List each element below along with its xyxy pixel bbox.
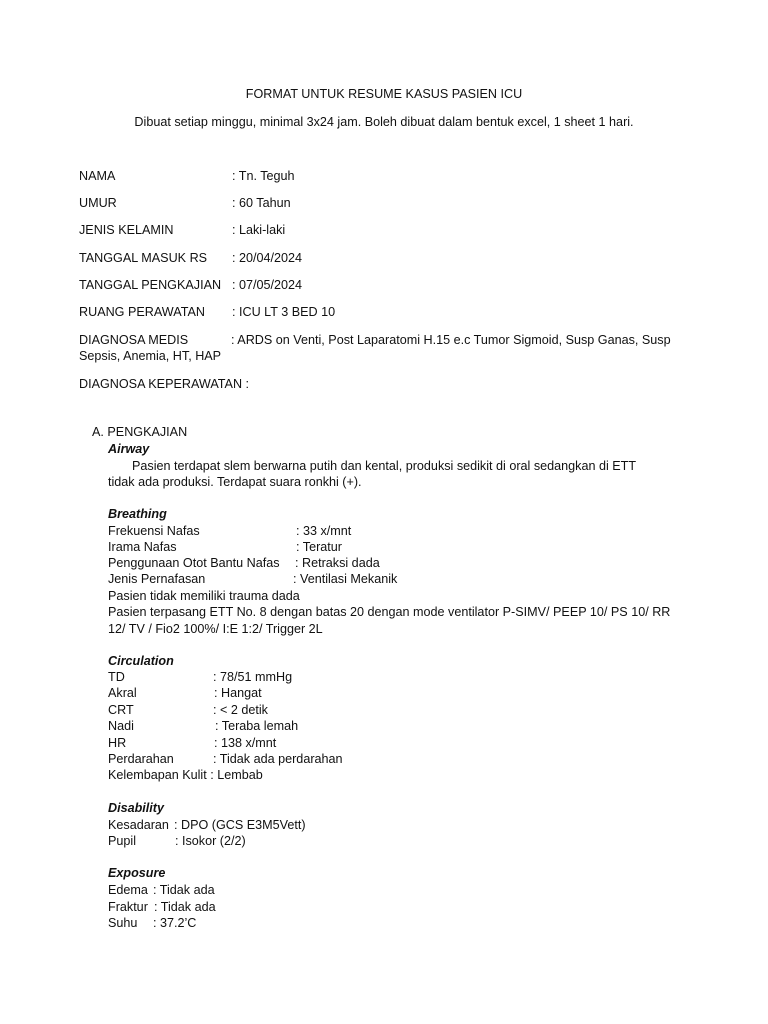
document-title: FORMAT UNTUK RESUME KASUS PASIEN ICU <box>245 87 523 101</box>
edema-value: : Tidak ada <box>153 883 215 897</box>
airway-title: Airway <box>108 442 150 456</box>
breathing-title: Breathing <box>108 507 167 521</box>
nadi-label: Nadi <box>108 719 134 733</box>
diagnosa-medis-value-continued: Sepsis, Anemia, HT, HAP <box>79 349 222 363</box>
crt-label: CRT <box>108 703 134 717</box>
pupil-label: Pupil <box>108 834 137 848</box>
kelembapan-kulit-text: Kelembapan Kulit : Lembab <box>108 768 263 782</box>
fraktur-value: : Tidak ada <box>154 900 216 914</box>
tanggal-pengkajian-value: : 07/05/2024 <box>232 278 303 292</box>
jenis-pernafasan-value: : Ventilasi Mekanik <box>293 572 398 586</box>
ruang-perawatan-label: RUANG PERAWATAN <box>79 305 205 319</box>
exposure-title: Exposure <box>108 866 166 880</box>
perdarahan-value: : Tidak ada perdarahan <box>213 752 343 766</box>
td-value: : 78/51 mmHg <box>213 670 293 684</box>
otot-bantu-value: : Retraksi dada <box>295 556 380 570</box>
irama-nafas-value: : Teratur <box>296 540 342 554</box>
tanggal-pengkajian-label: TANGGAL PENGKAJIAN <box>79 278 222 292</box>
frekuensi-nafas-value: : 33 x/mnt <box>296 524 352 538</box>
jenis-kelamin-label: JENIS KELAMIN <box>79 223 174 237</box>
fraktur-label: Fraktur <box>108 900 148 914</box>
perdarahan-label: Perdarahan <box>108 752 174 766</box>
kesadaran-label: Kesadaran <box>108 818 169 832</box>
section-pengkajian-heading: A. PENGKAJIAN <box>92 425 188 439</box>
airway-text-line1: Pasien terdapat slem berwarna putih dan kental, produksi sedikit di oral sedangkan di ETT <box>132 459 637 473</box>
disability-title: Disability <box>108 801 164 815</box>
irama-nafas-label: Irama Nafas <box>108 540 177 554</box>
edema-label: Edema <box>108 883 148 897</box>
ett-text-line1: Pasien terpasang ETT No. 8 dengan batas 20 dengan mode ventilator P-SIMV/ PEEP 10/ PS 10/ RR <box>108 605 671 619</box>
frekuensi-nafas-label: Frekuensi Nafas <box>108 524 200 538</box>
tanggal-masuk-value: : 20/04/2024 <box>232 251 303 265</box>
hr-value: : 138 x/mnt <box>214 736 277 750</box>
trauma-dada-text: Pasien tidak memiliki trauma dada <box>108 589 300 603</box>
ett-text-line2: 12/ TV / Fio2 100%/ I:E 1:2/ Trigger 2L <box>108 622 323 636</box>
jenis-pernafasan-label: Jenis Pernafasan <box>108 572 206 586</box>
nama-label: NAMA <box>79 169 116 183</box>
jenis-kelamin-value: : Laki-laki <box>232 223 286 237</box>
umur-value: : 60 Tahun <box>232 196 291 210</box>
pupil-value: : Isokor (2/2) <box>175 834 246 848</box>
crt-value: : < 2 detik <box>213 703 268 717</box>
circulation-title: Circulation <box>108 654 174 668</box>
nama-value: : Tn. Teguh <box>232 169 295 183</box>
tanggal-masuk-label: TANGGAL MASUK RS <box>79 251 208 265</box>
td-label: TD <box>108 670 125 684</box>
diagnosa-keperawatan-label: DIAGNOSA KEPERAWATAN : <box>79 377 250 391</box>
diagnosa-medis-label: DIAGNOSA MEDIS <box>79 333 189 347</box>
kesadaran-value: : DPO (GCS E3M5Vett) <box>174 818 306 832</box>
airway-text-line2: tidak ada produksi. Terdapat suara ronkhi (+). <box>108 475 362 489</box>
akral-value: : Hangat <box>214 686 262 700</box>
suhu-value: : 37.2’C <box>153 916 197 930</box>
otot-bantu-label: Penggunaan Otot Bantu Nafas <box>108 556 280 570</box>
suhu-label: Suhu <box>108 916 138 930</box>
diagnosa-medis-value: : ARDS on Venti, Post Laparatomi H.15 e.c Tumor Sigmoid, Susp Ganas, Susp <box>231 333 671 347</box>
document-subtitle: Dibuat setiap minggu, minimal 3x24 jam. Boleh dibuat dalam bentuk excel, 1 sheet 1 hari. <box>134 115 634 129</box>
ruang-perawatan-value: : ICU LT 3 BED 10 <box>232 305 336 319</box>
hr-label: HR <box>108 736 127 750</box>
umur-label: UMUR <box>79 196 117 210</box>
akral-label: Akral <box>108 686 137 700</box>
nadi-value: : Teraba lemah <box>215 719 299 733</box>
